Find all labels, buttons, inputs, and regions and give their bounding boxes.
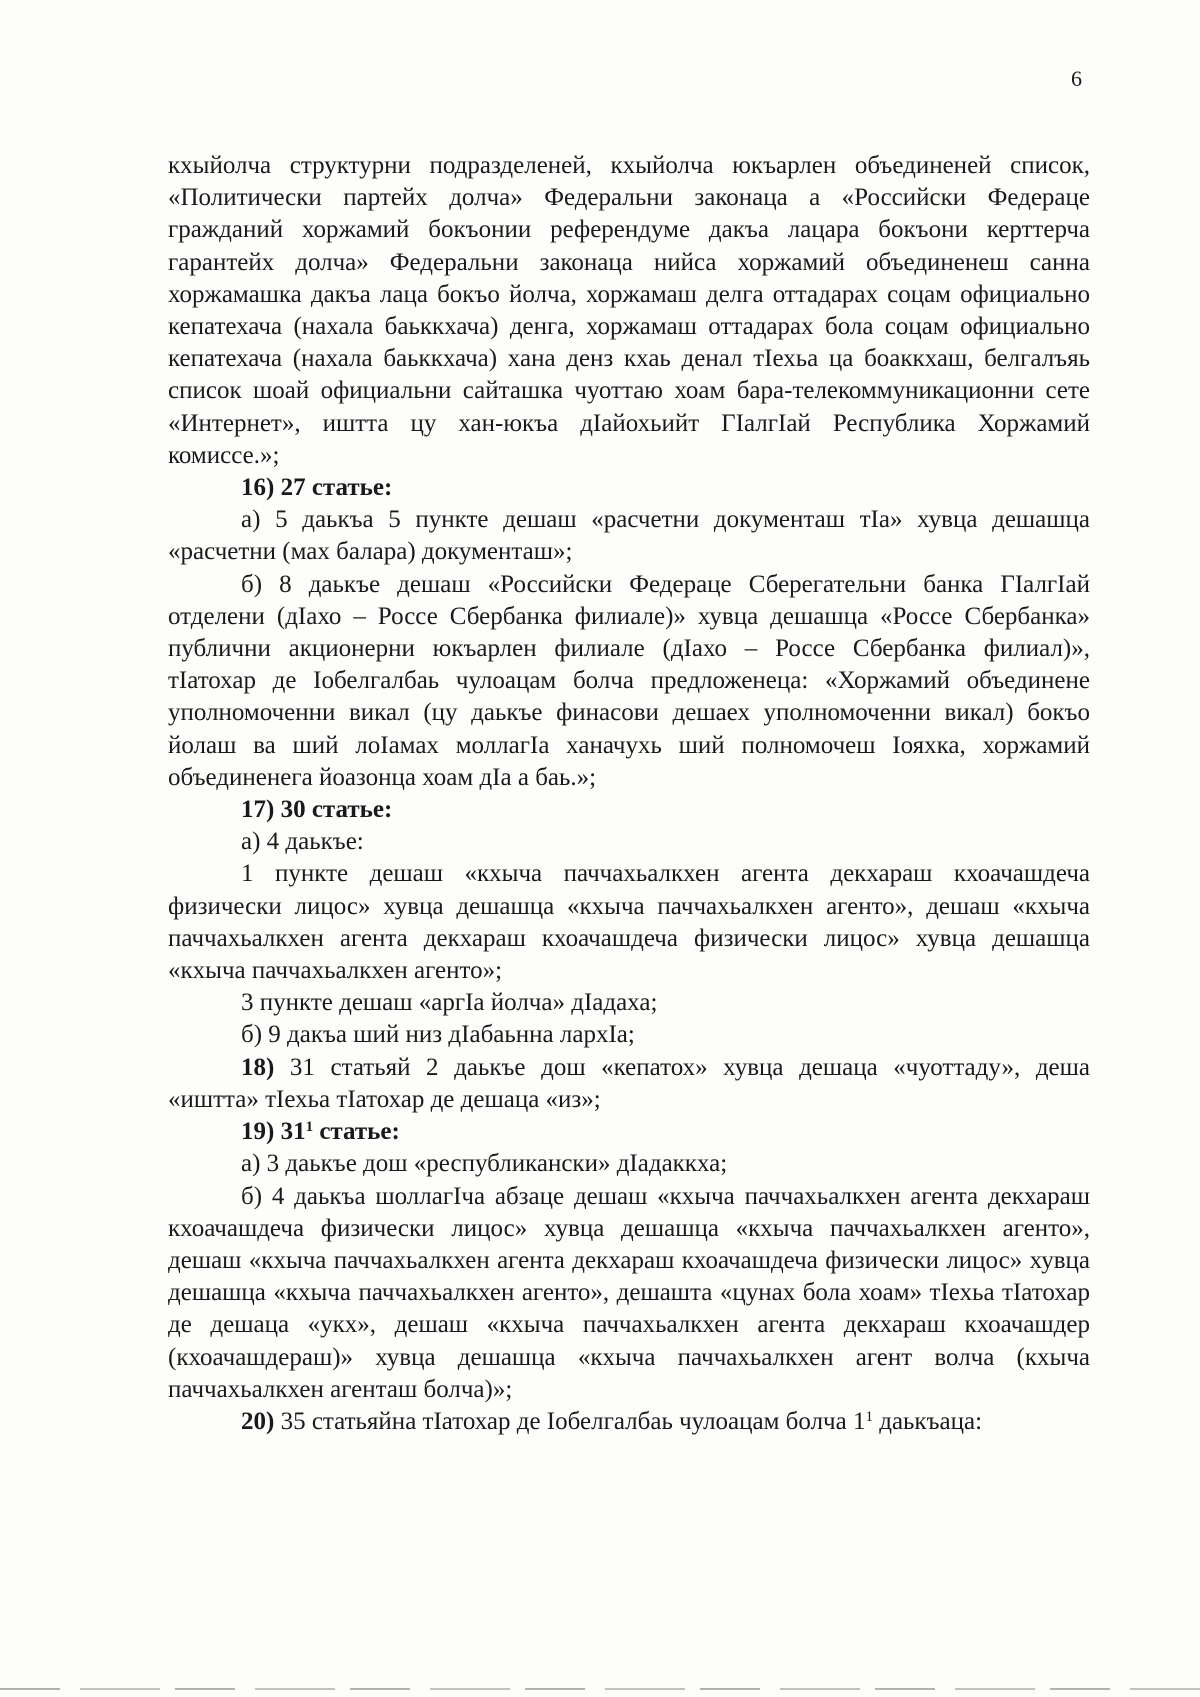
paragraph-17a-point1: 1 пункте дешаш «кхыча паччахьалкхен агента декхараш кхоачашдеча физически лицос» хувца дешашца «кхыча паччахьалкхен агенто», дешаш «кхыча паччахьалкхен агента декхараш кхоачашдеча физически лицос» хувца дешашца «кхыча паччахьалкхен агенто»; [168, 860, 1090, 985]
paragraph-19b: б) 4 даькъа шоллагIча абзаце дешаш «кхыча паччахьалкхен агента декхараш кхоачашдеча физически лицос» хувца дешашца «кхыча паччахьалкхен агенто», дешаш «кхыча паччахьалкхен агента декхараш кхоачашдеча физически лицос» хувца дешашца «кхыча паччахьалкхен агенто», дешашта «цунах бола хоам» тIехьа тIатохар де дешаца «укх», дешаш «кхыча паччахьалкхен агента декхараш кхоачашдер (кхоачашдераш)» хувца дешашца «кхыча паччахьалкхен агент волча (кхыча паччахьалкхен агенташ болча)»; [168, 1182, 1090, 1403]
item-20-superscript: 1 [865, 1408, 873, 1425]
item-18-number: 18) [241, 1053, 275, 1081]
item-19-number: 19) 31 [241, 1118, 306, 1146]
paragraph-17a: а) 4 даькъе: [241, 828, 364, 856]
item-20-text: 35 статьяйна тIатохар де Iобелгалбаь чулоацам болча 1 [274, 1407, 866, 1435]
item-19-superscript: 1 [305, 1119, 314, 1136]
document-body [168, 150, 1090, 1438]
item-20-number: 20) [241, 1407, 275, 1435]
heading-item-17: 17) 30 статье: [241, 796, 393, 824]
paragraph-item-20 [168, 1406, 1090, 1438]
paragraph-17a-point3: 3 пункте дешаш «аргIа йолча» дIадаха; [241, 989, 658, 1017]
item-20-tail: даькъаца: [872, 1407, 983, 1435]
paragraph-16b: б) 8 даькъе дешаш «Российски Федераце Сберегательни банка ГIалгIай отделени (дIахо – Россе Сбербанка филиале)» хувца дешашца «Россе Сбербанка» публични акционерни юкъарлен филиале (дIахо – Россе Сбербанка филиал)», тIатохар де Iобелгалбаь чулоацам болча предложенеца: «Хоржамий объединене уполномоченни викал (цу даькъе финасови дешаех уполномоченни викал) бокъо йолаш ва ший лоIамах моллагIа ханачухь ший полномочеш Iояхка, хоржамий объединенега йоазонца хоам дIа а баь.»; [168, 570, 1090, 791]
paragraph-16a: а) 5 даькъа 5 пункте дешаш «расчетни документаш тIа» хувца дешашца «расчетни (мах балара) документаш»; [168, 506, 1090, 566]
paragraph-list-publication: кхыйолча структурни подразделеней, кхыйолча юкъарлен объединеней список, «Политически партейх долча» Федеральни законаца а «Российски Федераце гражданий хоржамий бокъонии референдуме дакъа лацара бокъони керттерча гарантейх долча» Федеральни законаца нийса хоржамий объединенеш санна хоржамашка дакъа лаца бокъо йолча, хоржамаш делга оттадарах соцам официально кепатехача (нахала баьккхача) денга, хоржамаш оттадарах бола соцам официально кепатехача (нахала баьккхача) хана денз кхаь денал тIехьа ца боаккхаш, белгалъяь список шоай официальни сайташка чуоттаю хоам бара-телекоммуникационни сете «Интернет», иштта цу хан-юкъа дIайохьийт ГIалгIай Республика Хоржамий комиссе.»; [168, 152, 1090, 469]
heading-item-16: 16) 27 статье: [241, 474, 393, 502]
paragraph-19a: а) 3 даькъе дош «республикански» дIадаккха; [241, 1150, 728, 1178]
page-number: 6 [1071, 66, 1082, 91]
item-18-text: 31 статьяй 2 даькъе дош «кепатох» хувца дешаца «чуоттаду», деша «иштта» тIехьа тIатохар де дешаца «из»; [168, 1053, 1090, 1113]
heading-item-19 [168, 1116, 1090, 1148]
paragraph-17b: б) 9 дакъа ший низ дIабаьнна лархIа; [241, 1021, 635, 1049]
scan-edge-line [0, 1688, 1200, 1690]
paragraph-item-18 [168, 1052, 1090, 1116]
item-19-tail: статье: [313, 1118, 400, 1146]
